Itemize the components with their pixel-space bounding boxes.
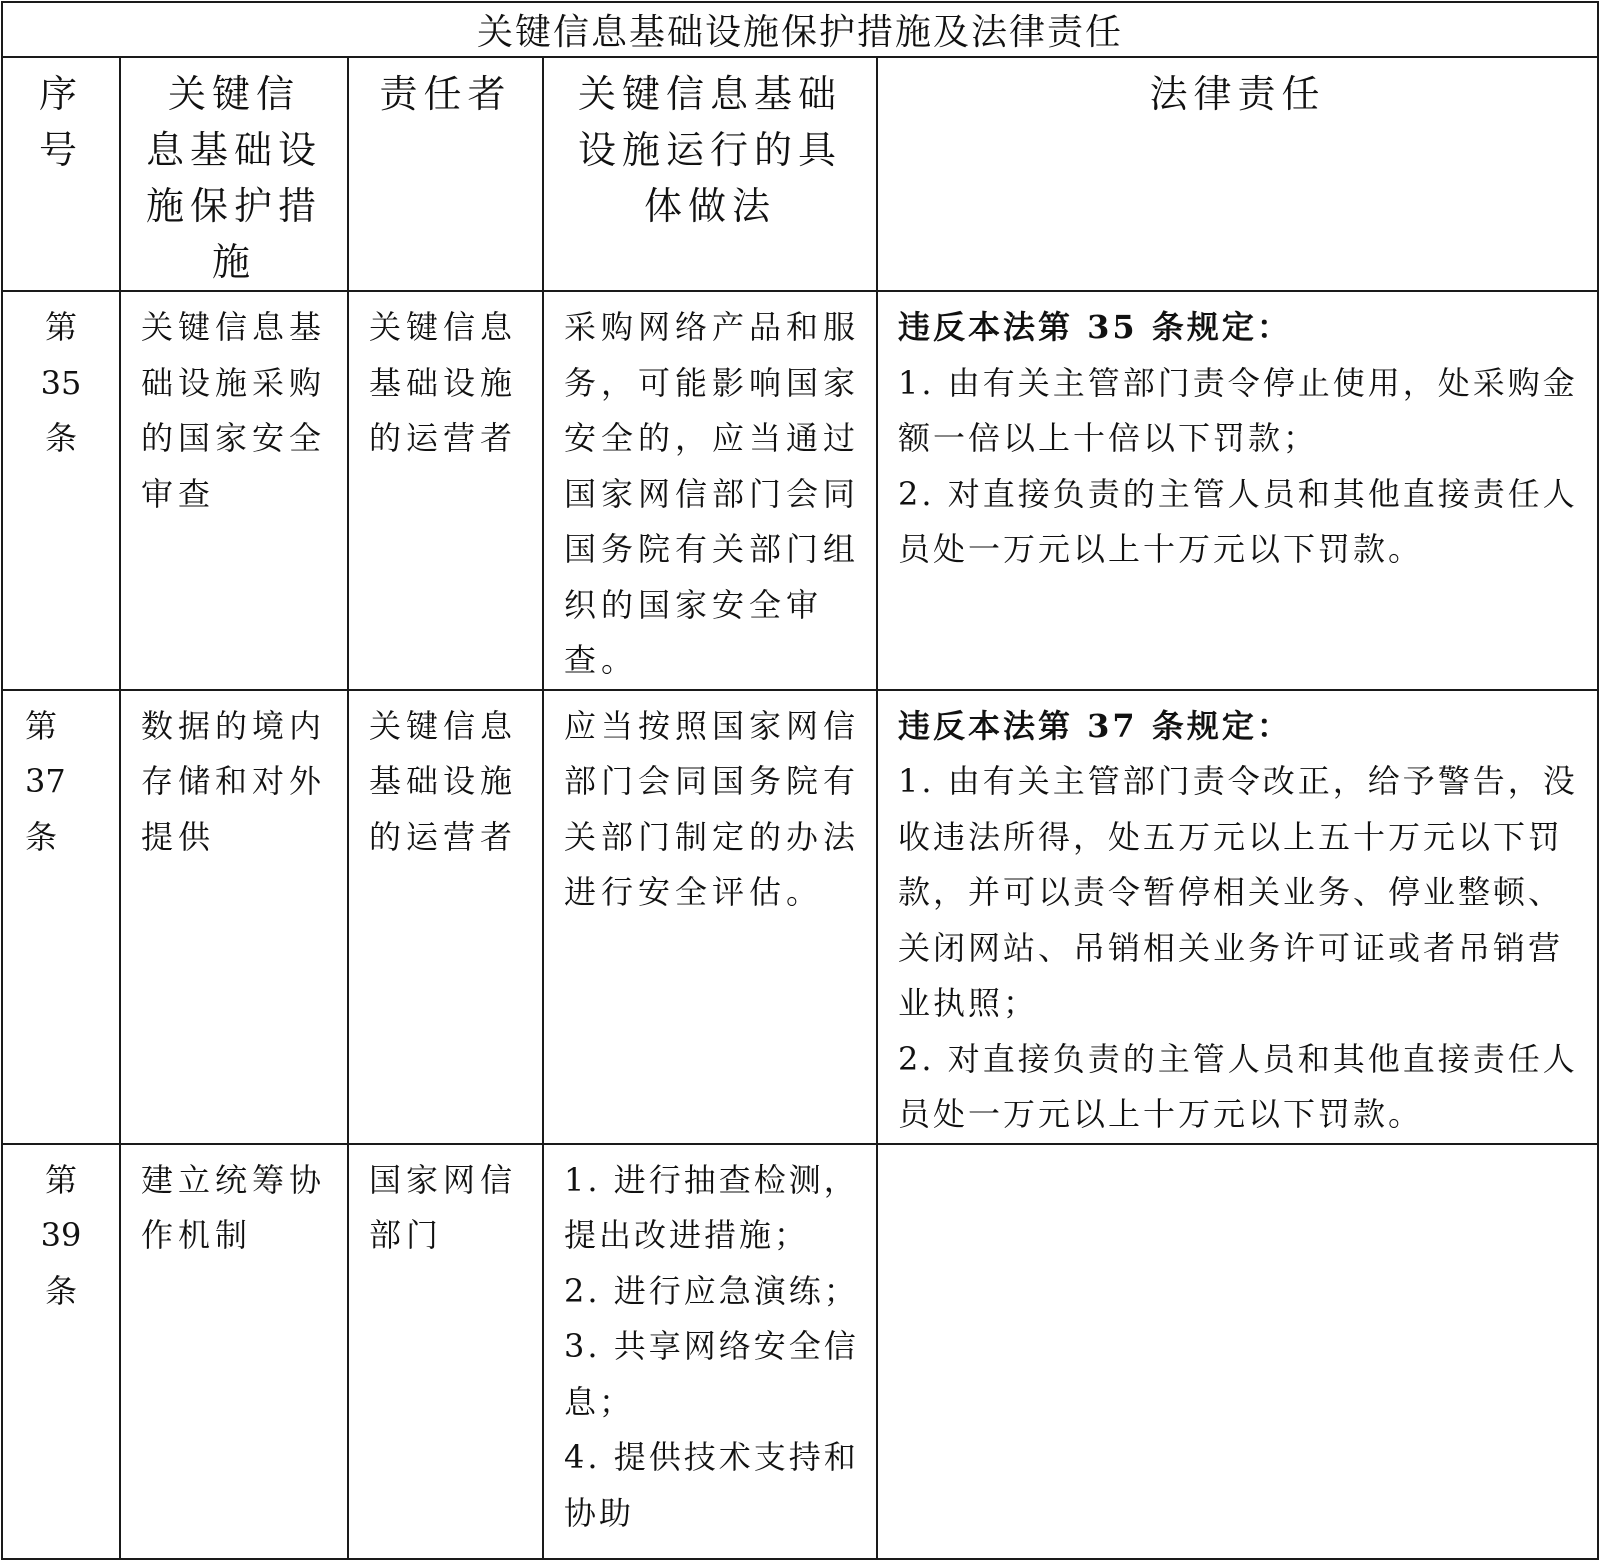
row-liability (877, 690, 1598, 1144)
practice-item: 应当按照国家网信部门会同国务院有关部门制定的办法进行安全评估。 (564, 706, 861, 911)
header-responsible-line: 责任者 (379, 72, 512, 116)
header-responsible (348, 57, 543, 291)
liability-heading: 违反本法第 37 条规定： (898, 706, 1292, 745)
header-row (2, 57, 1598, 291)
row-responsible: 国家网信部门 (348, 1144, 543, 1559)
header-practice-line: 设施运行的具 (577, 128, 842, 172)
row-seq-line: 第 (44, 308, 77, 346)
table-title: 关键信息基础设施保护措施及法律责任 (2, 2, 1598, 57)
row-seq (2, 690, 120, 1144)
header-seq-line: 号 (38, 128, 83, 172)
row-seq-line: 条 (25, 817, 58, 856)
row-liability (877, 291, 1598, 690)
row-measure: 关键信息基础设施采购的国家安全审查 (120, 291, 348, 690)
row-seq (2, 291, 120, 690)
header-liability-line: 法律责任 (1149, 72, 1326, 116)
row-practice (543, 690, 877, 1144)
liability-item: 2. 对直接负责的主管人员和其他直接责任人员处一万元以上十万元以下罚款。 (898, 1039, 1578, 1133)
row-liability (877, 1144, 1598, 1559)
table-row (2, 1144, 1598, 1559)
row-seq-line: 条 (44, 1271, 77, 1310)
header-practice-line: 关键信息基础 (577, 72, 842, 116)
header-measure-line: 息基础设 (145, 128, 322, 172)
row-seq-line: 39 (40, 1216, 82, 1254)
header-measure-line: 施保护措 (145, 184, 322, 228)
table-row (2, 291, 1598, 690)
header-seq (2, 57, 120, 291)
row-responsible: 关键信息基础设施的运营者 (348, 690, 543, 1144)
practice-item: 4. 提供技术支持和协助 (564, 1438, 859, 1532)
header-practice-line: 体做法 (643, 184, 776, 228)
row-measure: 数据的境内存储和对外提供 (120, 690, 348, 1144)
row-practice (543, 291, 877, 690)
liability-item: 1. 由有关主管部门责令停止使用，处采购金额一倍以上十倍以下罚款； (898, 363, 1578, 457)
header-measure-line: 施 (211, 240, 256, 284)
row-seq-line: 条 (44, 419, 77, 457)
row-seq-line: 35 (40, 363, 82, 402)
row-practice (543, 1144, 877, 1559)
row-seq-line: 第 (25, 706, 58, 745)
row-responsible: 关键信息基础设施的运营者 (348, 291, 543, 690)
row-measure: 建立统筹协作机制 (120, 1144, 348, 1559)
practice-item: 1. 进行抽查检测，提出改进措施； (564, 1160, 859, 1254)
protection-measures-table (1, 1, 1599, 1560)
table-row (2, 690, 1598, 1144)
row-seq-line: 37 (25, 762, 66, 800)
header-seq-line: 序 (38, 72, 83, 116)
header-practice (543, 57, 877, 291)
header-measure-line: 关键信 (167, 72, 300, 116)
header-liability (877, 57, 1598, 291)
row-seq (2, 1144, 120, 1559)
liability-heading: 违反本法第 35 条规定： (898, 308, 1292, 346)
header-measure (120, 57, 348, 291)
practice-item: 2. 进行应急演练； (564, 1271, 859, 1310)
practice-item: 采购网络产品和服务，可能影响国家安全的，应当通过国家网信部门会同国务院有关部门组织的国家安全审查。 (564, 308, 861, 679)
row-seq-line: 第 (44, 1160, 77, 1199)
liability-item: 1. 由有关主管部门责令改正，给予警告，没收违法所得，处五万元以上五十万元以下罚款，并可以责令暂停相关业务、停业整顿、关闭网站、吊销相关业务许可证或者吊销营业执照； (898, 762, 1578, 1022)
liability-item: 2. 对直接负责的主管人员和其他直接责任人员处一万元以上十万元以下罚款。 (898, 474, 1578, 568)
practice-item: 3. 共享网络安全信息； (564, 1327, 859, 1421)
